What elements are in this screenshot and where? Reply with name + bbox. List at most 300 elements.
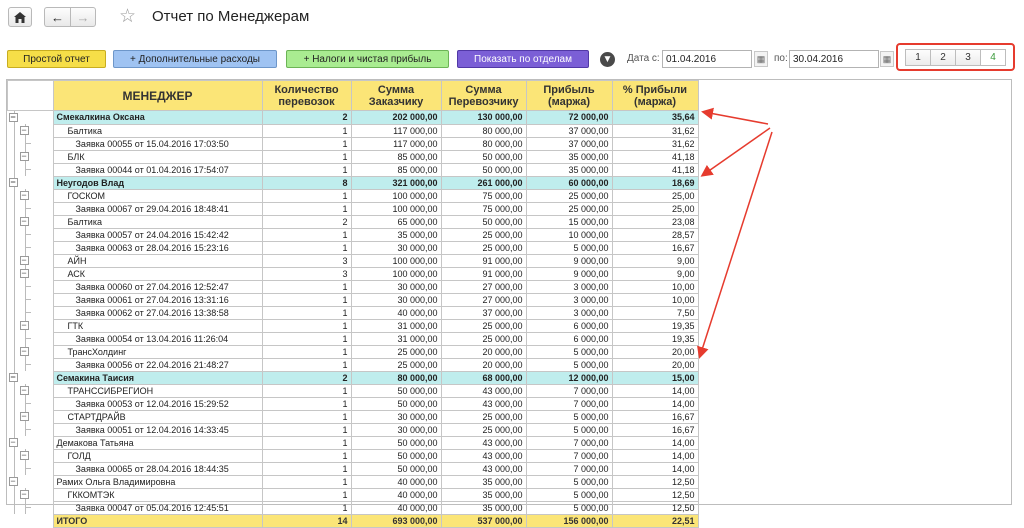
client-row[interactable] <box>8 449 699 462</box>
calendar-icon[interactable]: ▦ <box>754 51 768 67</box>
count-cell: 8 <box>262 176 351 189</box>
sum-customer-cell: 30 000,00 <box>351 410 441 423</box>
tree-guide <box>8 293 53 306</box>
profit-percent-cell: 16,67 <box>612 241 698 254</box>
profit-percent-cell: 7,50 <box>612 306 698 319</box>
tree-guide <box>8 358 53 371</box>
tree-cell <box>8 215 54 228</box>
profit-cell: 7 000,00 <box>526 384 612 397</box>
sum-customer-cell: 50 000,00 <box>351 462 441 475</box>
column-header[interactable]: % Прибыли (маржа) <box>612 81 698 111</box>
profit-percent-cell: 10,00 <box>612 280 698 293</box>
total-sum-customer-cell: 693 000,00 <box>351 514 441 527</box>
order-row[interactable] <box>8 137 699 150</box>
manager-name-cell: Заявка 00065 от 28.04.2016 18:44:35 <box>53 462 262 475</box>
sum-carrier-cell: 27 000,00 <box>441 293 526 306</box>
count-cell: 1 <box>262 202 351 215</box>
profit-percent-cell: 41,18 <box>612 163 698 176</box>
home-button[interactable] <box>8 7 32 27</box>
profit-percent-cell: 16,67 <box>612 423 698 436</box>
tree-guide <box>8 410 53 423</box>
tree-cell <box>8 280 54 293</box>
order-row[interactable] <box>8 280 699 293</box>
profit-cell: 5 000,00 <box>526 345 612 358</box>
profit-cell: 25 000,00 <box>526 189 612 202</box>
sum-carrier-cell: 35 000,00 <box>441 501 526 514</box>
tree-cell <box>8 436 54 449</box>
sum-customer-cell: 40 000,00 <box>351 488 441 501</box>
sum-carrier-cell: 43 000,00 <box>441 397 526 410</box>
tree-cell <box>8 449 54 462</box>
manager-name-cell: Рамих Ольга Владимировна <box>53 475 262 488</box>
count-cell: 1 <box>262 488 351 501</box>
tree-cell <box>8 124 54 137</box>
tree-cell <box>8 358 54 371</box>
column-header[interactable]: Сумма Перевозчику <box>441 81 526 111</box>
manager-name-cell: Заявка 00051 от 12.04.2016 14:33:45 <box>53 423 262 436</box>
client-row[interactable] <box>8 189 699 202</box>
profit-cell: 9 000,00 <box>526 254 612 267</box>
count-cell: 1 <box>262 345 351 358</box>
tree-line <box>14 163 15 176</box>
manager-group-row[interactable] <box>8 176 699 189</box>
sum-carrier-cell: 25 000,00 <box>441 319 526 332</box>
sum-customer-cell: 50 000,00 <box>351 449 441 462</box>
count-cell: 1 <box>262 319 351 332</box>
column-header[interactable]: Прибыль (маржа) <box>526 81 612 111</box>
client-row[interactable] <box>8 319 699 332</box>
tree-cell <box>8 384 54 397</box>
order-row[interactable] <box>8 397 699 410</box>
forward-button[interactable] <box>70 7 96 27</box>
sum-customer-cell: 31 000,00 <box>351 319 441 332</box>
tree-line <box>14 124 15 137</box>
tree-line <box>14 332 15 345</box>
favorite-star-icon[interactable]: ☆ <box>119 6 137 27</box>
collapse-toggle-icon[interactable]: − <box>10 112 16 122</box>
profit-percent-cell: 28,57 <box>612 228 698 241</box>
tree-line <box>14 293 15 306</box>
count-cell: 1 <box>262 384 351 397</box>
collapse-toggle-icon[interactable]: − <box>21 450 27 460</box>
sum-carrier-cell: 25 000,00 <box>441 410 526 423</box>
sum-carrier-cell: 25 000,00 <box>441 228 526 241</box>
tree-guide <box>8 423 53 436</box>
report-table <box>7 80 699 528</box>
tree-cell <box>8 501 54 514</box>
page-button-4[interactable]: 4 <box>980 49 1006 66</box>
sum-customer-cell: 65 000,00 <box>351 215 441 228</box>
sum-customer-cell: 85 000,00 <box>351 150 441 163</box>
sum-customer-cell: 40 000,00 <box>351 475 441 488</box>
collapse-toggle-icon[interactable]: − <box>21 151 27 161</box>
manager-name-cell: ТрансХолдинг <box>53 345 262 358</box>
sum-carrier-cell: 75 000,00 <box>441 189 526 202</box>
extra-expenses-button[interactable]: + Дополнительные расходы <box>113 50 277 68</box>
tree-guide <box>8 462 53 475</box>
tree-line <box>25 468 31 469</box>
arrow-right-icon: → <box>76 9 90 25</box>
tree-line <box>14 267 15 280</box>
total-count-cell: 14 <box>262 514 351 527</box>
manager-group-row[interactable] <box>8 111 699 125</box>
manager-name-cell: Заявка 00057 от 24.04.2016 15:42:42 <box>53 228 262 241</box>
count-cell: 1 <box>262 293 351 306</box>
client-row[interactable] <box>8 267 699 280</box>
date-from-label: Дата с: <box>627 53 660 64</box>
manager-name-cell: Заявка 00053 от 12.04.2016 15:29:52 <box>53 397 262 410</box>
count-cell: 2 <box>262 111 351 125</box>
tree-cell <box>8 163 54 176</box>
client-row[interactable] <box>8 345 699 358</box>
manager-name-cell: Неугодов Влад <box>53 176 262 189</box>
count-cell: 1 <box>262 241 351 254</box>
profit-percent-cell: 19,35 <box>612 332 698 345</box>
profit-cell: 37 000,00 <box>526 124 612 137</box>
tree-cell <box>8 319 54 332</box>
profit-percent-cell: 12,50 <box>612 475 698 488</box>
sum-carrier-cell: 27 000,00 <box>441 280 526 293</box>
tree-line <box>25 208 31 209</box>
tree-guide <box>8 163 53 176</box>
date-from-input[interactable] <box>662 50 752 68</box>
sum-carrier-cell: 43 000,00 <box>441 449 526 462</box>
tree-line <box>14 319 15 332</box>
profit-percent-cell: 19,35 <box>612 319 698 332</box>
profit-cell: 3 000,00 <box>526 306 612 319</box>
table-header-row <box>8 81 699 111</box>
tree-guide <box>8 124 53 137</box>
tree-line <box>14 228 15 241</box>
profit-percent-cell: 10,00 <box>612 293 698 306</box>
manager-name-cell: АЙН <box>53 254 262 267</box>
sum-carrier-cell: 35 000,00 <box>441 475 526 488</box>
client-row[interactable] <box>8 215 699 228</box>
client-row[interactable] <box>8 410 699 423</box>
tree-line <box>14 488 15 501</box>
sum-carrier-cell: 80 000,00 <box>441 124 526 137</box>
manager-name-cell: Балтика <box>53 215 262 228</box>
tree-cell <box>8 514 54 527</box>
sum-customer-cell: 30 000,00 <box>351 293 441 306</box>
count-cell: 1 <box>262 163 351 176</box>
count-cell: 1 <box>262 462 351 475</box>
tree-line <box>14 384 15 397</box>
tree-line <box>25 299 31 300</box>
page-button-2[interactable]: 2 <box>930 49 956 66</box>
manager-name-cell: АСК <box>53 267 262 280</box>
collapse-toggle-icon[interactable]: − <box>21 411 27 421</box>
tree-line <box>25 286 31 287</box>
profit-percent-cell: 20,00 <box>612 345 698 358</box>
tree-line <box>25 169 31 170</box>
tree-line <box>14 345 15 358</box>
manager-name-cell: Балтика <box>53 124 262 137</box>
tree-line <box>14 449 15 462</box>
tree-cell <box>8 397 54 410</box>
collapse-toggle-icon[interactable]: − <box>21 216 27 226</box>
tree-cell <box>8 332 54 345</box>
tree-cell <box>8 254 54 267</box>
manager-group-row[interactable] <box>8 475 699 488</box>
profit-percent-cell: 14,00 <box>612 384 698 397</box>
tree-cell <box>8 475 54 488</box>
order-row[interactable] <box>8 228 699 241</box>
sum-customer-cell: 100 000,00 <box>351 267 441 280</box>
profit-cell: 35 000,00 <box>526 150 612 163</box>
tree-line <box>25 364 31 365</box>
tree-guide <box>8 111 53 124</box>
tree-cell <box>8 176 54 189</box>
client-row[interactable] <box>8 488 699 501</box>
profit-cell: 5 000,00 <box>526 410 612 423</box>
order-row[interactable] <box>8 332 699 345</box>
sum-carrier-cell: 68 000,00 <box>441 371 526 384</box>
count-cell: 1 <box>262 436 351 449</box>
count-cell: 1 <box>262 475 351 488</box>
manager-name-cell: Заявка 00060 от 27.04.2016 12:52:47 <box>53 280 262 293</box>
count-cell: 2 <box>262 215 351 228</box>
tree-guide <box>8 332 53 345</box>
manager-name-cell: Заявка 00044 от 01.04.2016 17:54:07 <box>53 163 262 176</box>
show-by-departments-button[interactable]: Показать по отделам <box>457 50 589 68</box>
page-button-3[interactable]: 3 <box>955 49 981 66</box>
count-cell: 2 <box>262 371 351 384</box>
tree-line <box>25 143 31 144</box>
sum-carrier-cell: 20 000,00 <box>441 345 526 358</box>
tree-cell <box>8 189 54 202</box>
order-row[interactable] <box>8 306 699 319</box>
order-row[interactable] <box>8 202 699 215</box>
sum-carrier-cell: 50 000,00 <box>441 163 526 176</box>
profit-cell: 9 000,00 <box>526 267 612 280</box>
count-cell: 1 <box>262 397 351 410</box>
total-sum-carrier-cell: 537 000,00 <box>441 514 526 527</box>
page-button-1[interactable]: 1 <box>905 49 931 66</box>
collapse-toggle-icon[interactable]: − <box>21 320 27 330</box>
tree-cell <box>8 150 54 163</box>
profit-cell: 7 000,00 <box>526 436 612 449</box>
sum-customer-cell: 40 000,00 <box>351 306 441 319</box>
sum-customer-cell: 117 000,00 <box>351 137 441 150</box>
tree-guide <box>8 384 53 397</box>
profit-percent-cell: 9,00 <box>612 254 698 267</box>
total-row <box>8 514 699 527</box>
order-row[interactable] <box>8 423 699 436</box>
tree-guide <box>8 267 53 280</box>
manager-name-cell: Демакова Татьяна <box>53 436 262 449</box>
tree-line <box>14 410 15 423</box>
column-header[interactable]: Количество перевозок <box>262 81 351 111</box>
tree-guide <box>8 436 53 449</box>
report-grid <box>6 79 1012 526</box>
tree-guide <box>8 501 53 514</box>
count-cell: 1 <box>262 189 351 202</box>
tree-guide <box>8 449 53 462</box>
profit-cell: 35 000,00 <box>526 163 612 176</box>
manager-name-cell: ГОСКОМ <box>53 189 262 202</box>
collapse-toggle-icon[interactable]: − <box>21 489 27 499</box>
date-to-input[interactable] <box>789 50 879 68</box>
column-header[interactable]: МЕНЕДЖЕР <box>53 81 262 111</box>
client-row[interactable] <box>8 124 699 137</box>
order-row[interactable] <box>8 293 699 306</box>
profit-cell: 37 000,00 <box>526 137 612 150</box>
sum-carrier-cell: 43 000,00 <box>441 436 526 449</box>
count-cell: 3 <box>262 254 351 267</box>
date-to-label: по: <box>774 53 788 64</box>
column-header[interactable]: Сумма Заказчику <box>351 81 441 111</box>
tree-line <box>14 241 15 254</box>
profit-percent-cell: 25,00 <box>612 189 698 202</box>
tree-line <box>25 507 31 508</box>
profit-percent-cell: 16,67 <box>612 410 698 423</box>
sum-customer-cell: 50 000,00 <box>351 384 441 397</box>
profit-percent-cell: 9,00 <box>612 267 698 280</box>
tree-guide <box>8 397 53 410</box>
tree-line <box>14 306 15 319</box>
profit-percent-cell: 18,69 <box>612 176 698 189</box>
collapse-toggle-icon[interactable]: − <box>10 437 16 447</box>
count-cell: 1 <box>262 449 351 462</box>
profit-cell: 25 000,00 <box>526 202 612 215</box>
tree-guide <box>8 345 53 358</box>
simple-report-button[interactable]: Простой отчет <box>7 50 106 68</box>
tree-cell <box>8 202 54 215</box>
tree-guide <box>8 189 53 202</box>
collapse-toggle-icon[interactable]: − <box>21 346 27 356</box>
profit-cell: 7 000,00 <box>526 397 612 410</box>
collapse-toggle-icon[interactable]: − <box>21 255 27 265</box>
order-row[interactable] <box>8 501 699 514</box>
tree-guide <box>8 150 53 163</box>
profit-percent-cell: 20,00 <box>612 358 698 371</box>
calendar-icon[interactable]: ▦ <box>880 51 894 67</box>
sum-carrier-cell: 37 000,00 <box>441 306 526 319</box>
profit-cell: 7 000,00 <box>526 462 612 475</box>
total-profit-cell: 156 000,00 <box>526 514 612 527</box>
profit-cell: 6 000,00 <box>526 319 612 332</box>
order-row[interactable] <box>8 462 699 475</box>
profit-cell: 5 000,00 <box>526 241 612 254</box>
collapse-toggle-icon[interactable]: − <box>21 125 27 135</box>
back-button[interactable] <box>44 7 70 27</box>
manager-group-row[interactable] <box>8 371 699 384</box>
tree-line <box>25 429 31 430</box>
profit-cell: 5 000,00 <box>526 501 612 514</box>
tree-line <box>14 358 15 371</box>
order-row[interactable] <box>8 241 699 254</box>
tree-cell <box>8 410 54 423</box>
count-cell: 1 <box>262 423 351 436</box>
sum-carrier-cell: 43 000,00 <box>441 462 526 475</box>
tree-line <box>25 338 31 339</box>
manager-name-cell: ГОЛД <box>53 449 262 462</box>
count-cell: 1 <box>262 150 351 163</box>
tree-line <box>14 254 15 267</box>
tree-guide <box>8 215 53 228</box>
sum-customer-cell: 100 000,00 <box>351 189 441 202</box>
client-row[interactable] <box>8 384 699 397</box>
profit-cell: 5 000,00 <box>526 358 612 371</box>
tree-cell <box>8 111 54 125</box>
arrow-left-icon: ← <box>51 9 64 25</box>
manager-name-cell: Заявка 00056 от 22.04.2016 21:48:27 <box>53 358 262 371</box>
tree-guide <box>8 319 53 332</box>
total-profit-percent-cell: 22,51 <box>612 514 698 527</box>
tree-line <box>14 215 15 228</box>
profit-percent-cell: 31,62 <box>612 137 698 150</box>
sum-customer-cell: 30 000,00 <box>351 241 441 254</box>
collapse-toggle-icon[interactable]: − <box>21 268 27 278</box>
profit-cell: 10 000,00 <box>526 228 612 241</box>
sum-carrier-cell: 25 000,00 <box>441 423 526 436</box>
tree-guide <box>8 137 53 150</box>
sum-carrier-cell: 75 000,00 <box>441 202 526 215</box>
sum-customer-cell: 80 000,00 <box>351 371 441 384</box>
profit-percent-cell: 12,50 <box>612 501 698 514</box>
tree-guide <box>8 228 53 241</box>
manager-group-row[interactable] <box>8 436 699 449</box>
tree-line <box>25 312 31 313</box>
tree-line <box>25 247 31 248</box>
count-cell: 1 <box>262 306 351 319</box>
manager-name-cell: Заявка 00047 от 05.04.2016 12:45:51 <box>53 501 262 514</box>
collapse-toggle-icon[interactable]: − <box>21 190 27 200</box>
sum-customer-cell: 25 000,00 <box>351 358 441 371</box>
tree-cell <box>8 306 54 319</box>
taxes-profit-button[interactable]: + Налоги и чистая прибыль <box>286 50 449 68</box>
collapse-toggle-icon[interactable]: − <box>10 372 16 382</box>
profit-percent-cell: 14,00 <box>612 397 698 410</box>
sum-customer-cell: 35 000,00 <box>351 228 441 241</box>
count-cell: 1 <box>262 332 351 345</box>
tree-cell <box>8 293 54 306</box>
client-row[interactable] <box>8 254 699 267</box>
manager-name-cell: Заявка 00061 от 27.04.2016 13:31:16 <box>53 293 262 306</box>
profit-cell: 6 000,00 <box>526 332 612 345</box>
order-row[interactable] <box>8 358 699 371</box>
tree-line <box>14 423 15 436</box>
profit-percent-cell: 35,64 <box>612 111 698 125</box>
sum-customer-cell: 117 000,00 <box>351 124 441 137</box>
page-title: Отчет по Менеджерам <box>152 8 310 25</box>
tree-cell <box>8 345 54 358</box>
tree-line <box>14 397 15 410</box>
profit-cell: 5 000,00 <box>526 475 612 488</box>
tree-guide <box>8 306 53 319</box>
collapse-toggle-icon[interactable]: − <box>10 476 16 486</box>
sum-carrier-cell: 35 000,00 <box>441 488 526 501</box>
sum-carrier-cell: 91 000,00 <box>441 267 526 280</box>
tree-line <box>25 403 31 404</box>
order-row[interactable] <box>8 163 699 176</box>
count-cell: 3 <box>262 267 351 280</box>
tree-line <box>14 462 15 475</box>
download-icon[interactable]: ▼ <box>600 52 615 67</box>
sum-customer-cell: 85 000,00 <box>351 163 441 176</box>
tree-guide <box>8 254 53 267</box>
profit-cell: 15 000,00 <box>526 215 612 228</box>
collapse-toggle-icon[interactable]: − <box>21 385 27 395</box>
tree-cell <box>8 137 54 150</box>
count-cell: 1 <box>262 410 351 423</box>
client-row[interactable] <box>8 150 699 163</box>
manager-name-cell: ГККОМТЭК <box>53 488 262 501</box>
sum-carrier-cell: 50 000,00 <box>441 215 526 228</box>
collapse-toggle-icon[interactable]: − <box>10 177 16 187</box>
sum-customer-cell: 31 000,00 <box>351 332 441 345</box>
